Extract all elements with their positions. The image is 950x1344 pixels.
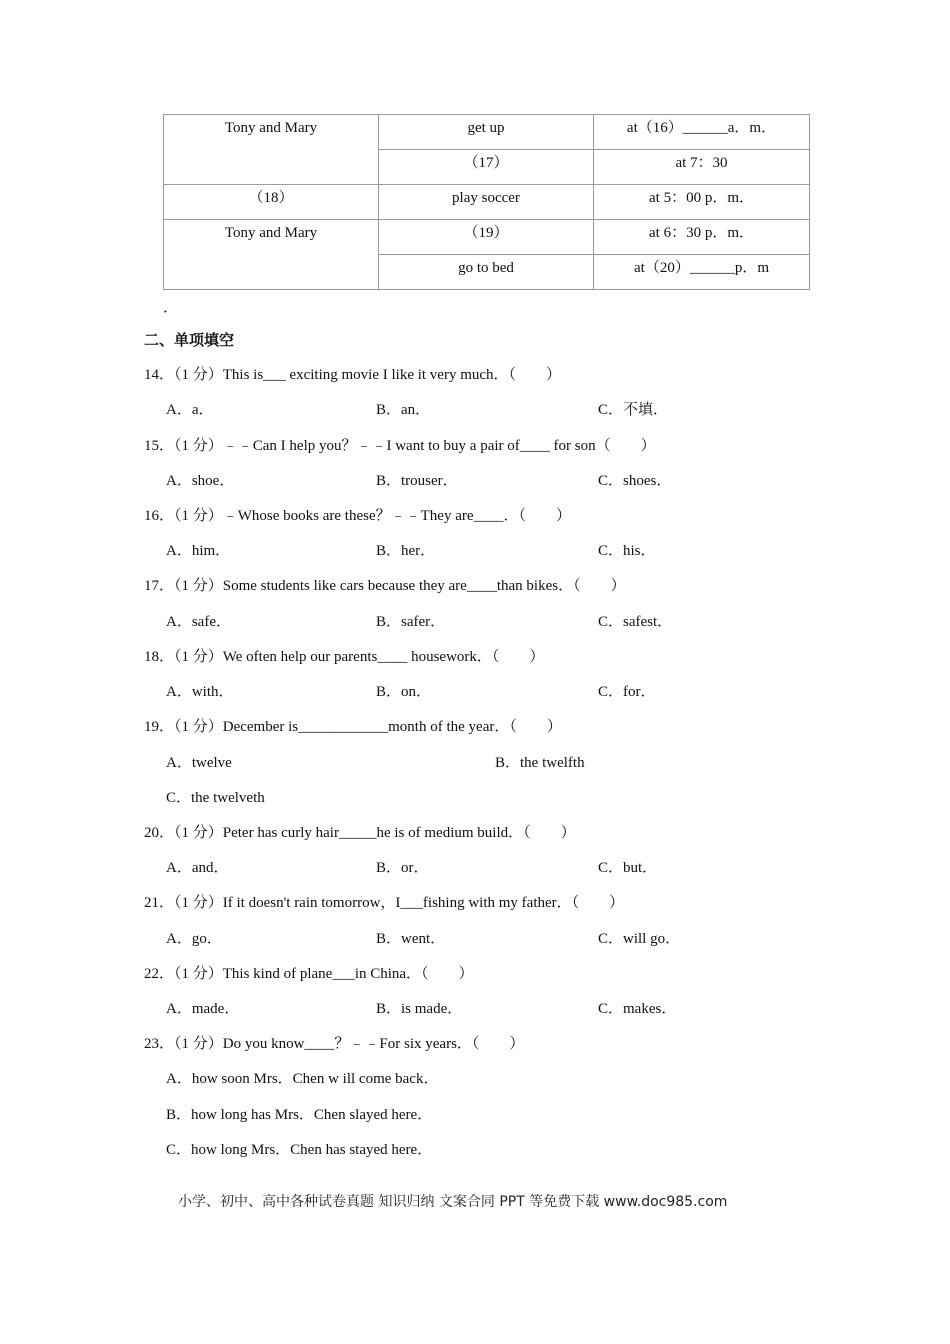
table-cell: （17）	[379, 150, 594, 185]
table-cell: go to bed	[379, 255, 594, 290]
option-20-c: C．but．	[598, 860, 658, 876]
question-21: 21．（1 分）If it doesn't rain tomorrow，I___fishing with my father．（ ）	[144, 895, 625, 911]
question-19: 19．（1 分）December is____________month of the year．（ ）	[144, 719, 562, 735]
option-23-b: B．how long has Mrs．Chen slayed here．	[166, 1107, 433, 1123]
option-21-b: B．went．	[376, 931, 446, 947]
question-17: 17．（1 分）Some students like cars because they are____than bikes．（ ）	[144, 578, 626, 594]
section-title: 二、单项填空	[144, 331, 235, 349]
option-22-a: A．made．	[166, 1001, 240, 1017]
question-20: 20．（1 分）Peter has curly hair_____he is of medium build．（ ）	[144, 825, 576, 841]
table-row	[164, 115, 810, 150]
trailing-dot: ．	[163, 300, 179, 316]
option-15-b: B．trouser．	[376, 473, 458, 489]
table-cell: at 7：30	[594, 150, 810, 185]
table-row	[164, 220, 810, 255]
option-14-b: B．an．	[376, 402, 431, 418]
option-20-a: A．and．	[166, 860, 229, 876]
option-17-b: B．safer．	[376, 614, 446, 630]
table-cell: at 5：00 p．m．	[594, 185, 810, 220]
option-22-b: B．is made．	[376, 1001, 463, 1017]
table-cell: Tony and Mary	[164, 115, 379, 185]
option-15-a: A．shoe．	[166, 473, 235, 489]
table-cell: （18）	[164, 185, 379, 220]
schedule-table	[163, 114, 810, 290]
option-20-b: B．or．	[376, 860, 429, 876]
table-cell: at 6：30 p．m．	[594, 220, 810, 255]
option-18-b: B．on．	[376, 684, 432, 700]
option-14-a: A．a．	[166, 402, 214, 418]
question-16: 16．（1 分）﹣Whose books are these？﹣﹣They are____．（ ）	[144, 508, 572, 524]
option-16-b: B．her．	[376, 543, 436, 559]
question-14: 14．（1 分）This is___ exciting movie I like it very much．（ ）	[144, 367, 562, 383]
option-14-c: C．不填．	[598, 402, 669, 418]
table-cell: get up	[379, 115, 594, 150]
option-21-c: C．will go．	[598, 931, 681, 947]
option-21-a: A．go．	[166, 931, 222, 947]
option-23-a: A．how soon Mrs．Chen w ill come back．	[166, 1071, 439, 1087]
option-16-a: A．him．	[166, 543, 231, 559]
table-cell: play soccer	[379, 185, 594, 220]
option-19-b: B．the twelfth	[495, 755, 585, 771]
option-17-a: A．safe．	[166, 614, 231, 630]
option-19-a: A．twelve	[166, 755, 232, 771]
option-23-c: C．how long Mrs．Chen has stayed here．	[166, 1142, 433, 1158]
table-cell: Tony and Mary	[164, 220, 379, 290]
table-cell: at（20）______p．m	[594, 255, 810, 290]
table-row	[164, 185, 810, 220]
table-cell: （19）	[379, 220, 594, 255]
question-15: 15．（1 分）﹣﹣Can I help you？﹣﹣I want to buy a pair of____ for son（ ）	[144, 438, 656, 454]
table-cell: at（16）______a．m．	[594, 115, 810, 150]
option-17-c: C．safest．	[598, 614, 673, 630]
question-22: 22．（1 分）This kind of plane___in China．（ ）	[144, 966, 474, 982]
option-18-c: C．for．	[598, 684, 656, 700]
option-15-c: C．shoes．	[598, 473, 672, 489]
question-23: 23．（1 分）Do you know____？﹣﹣For six years．（ ）	[144, 1036, 525, 1052]
option-19-c: C．the twelveth	[166, 790, 265, 806]
option-22-c: C．makes．	[598, 1001, 677, 1017]
option-16-c: C．his．	[598, 543, 656, 559]
page-footer: 小学、初中、高中各种试卷真题 知识归纳 文案合同 PPT 等免费下载 www.doc985.com	[178, 1194, 728, 1210]
option-18-a: A．with．	[166, 684, 234, 700]
question-18: 18．（1 分）We often help our parents____ housework．（ ）	[144, 649, 545, 665]
